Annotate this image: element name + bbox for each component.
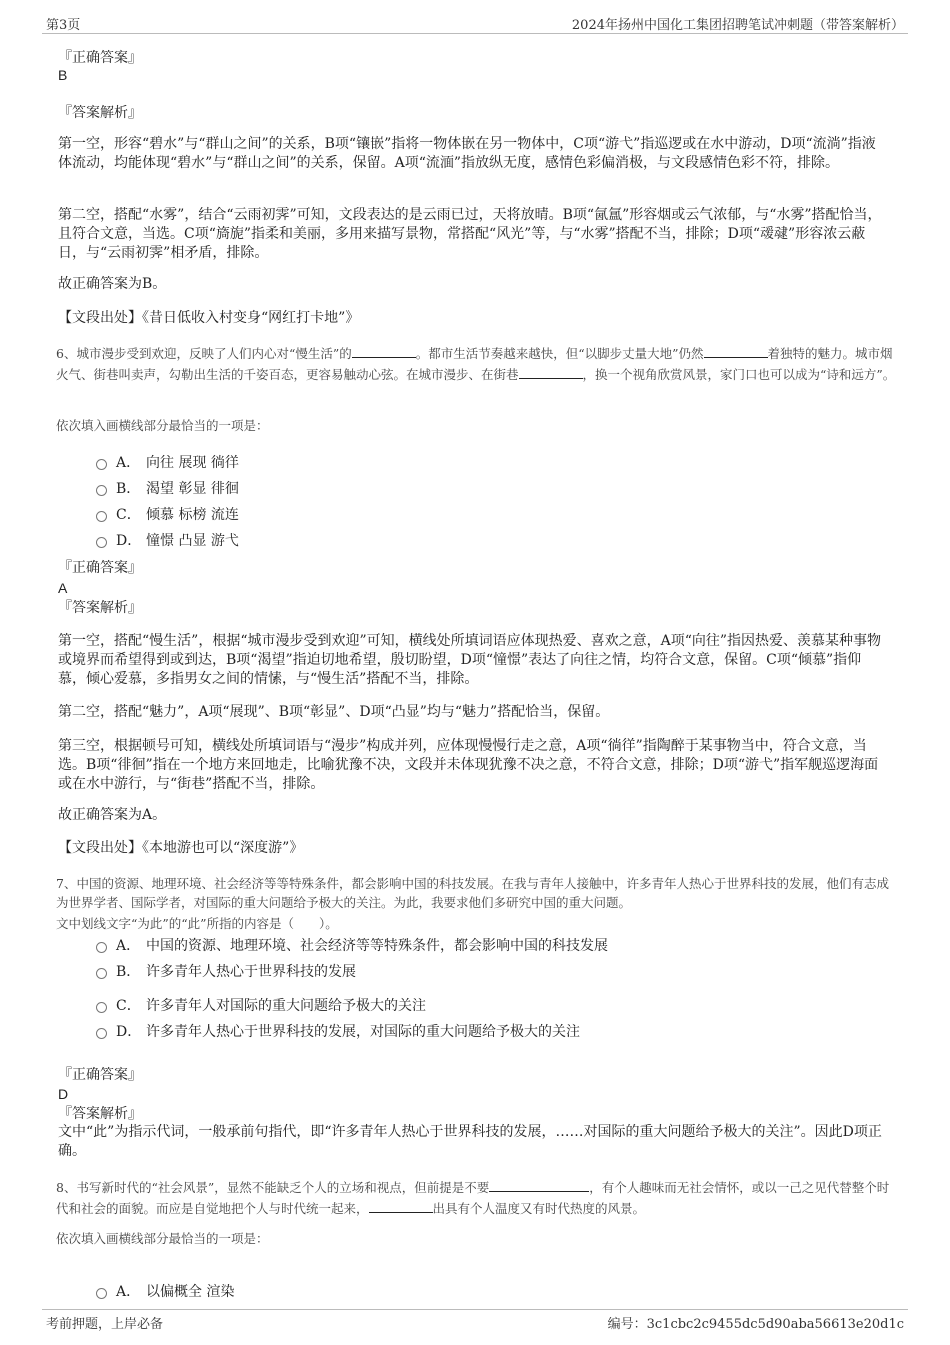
q5-analysis-label: 『答案解析』 bbox=[58, 105, 142, 121]
blank-3 bbox=[519, 366, 583, 379]
q7-prompt: 文中划线文字“为此”的“此”所指的内容是（ ）。 bbox=[56, 916, 338, 931]
q5-answer: B bbox=[58, 67, 68, 83]
q6-conclusion: 故正确答案为A。 bbox=[58, 807, 167, 823]
q5-answer-label: 『正确答案』 bbox=[58, 50, 142, 66]
q6-source: 【文段出处】《本地游也可以“深度游”》 bbox=[58, 840, 304, 856]
radio-icon[interactable] bbox=[96, 459, 107, 470]
q5-source: 【文段出处】《昔日低收入村变身“网红打卡地”》 bbox=[58, 310, 360, 326]
document-title: 2024年扬州中国化工集团招聘笔试冲刺题（带答案解析） bbox=[571, 18, 904, 33]
footer-slogan: 考前押题，上岸必备 bbox=[46, 1317, 164, 1332]
q6-stem: 6、城市漫步受到欢迎，反映了人们内心对“慢生活”的 。都市生活节奏越来越快，但“以脚步丈量大地”仍然 着独特的魅力。城市烟火气、街巷叫卖声，勾勒出生活的千姿百态，更容易触动心弦。在城市漫步、在街巷 ，换一个视角欣赏风景，家门口也可以成为“诗和远方”。 bbox=[56, 346, 896, 382]
q7-stem: 7、中国的资源、地理环境、社会经济等等特殊条件，都会影响中国的科技发展。在我与青年人接触中，许多青年人热心于世界科技的发展，他们有志成为世界学者、国际学者，对国际的重大问题给予极大的关注。为此，我要求他们多研究中国的重大问题。 bbox=[56, 876, 889, 910]
q6-analysis-p1: 第一空，搭配“慢生活”，根据“城市漫步受到欢迎”可知，横线处所填词语应体现热爱、喜欢之意，A项“向往”指因热爱、羡慕某种事物或境界而希望得到或到达，B项“渴望”指迫切地希望，殷切盼望，D项“憧憬”表达了向往之情，均符合文意，保留。C项“倾慕”指仰慕，倾心爱慕，多指男女之间的情愫，与“慢生活”搭配不当，排除。 bbox=[58, 633, 882, 687]
q7-option-d[interactable]: D． 许多青年人热心于世界科技的发展，对国际的重大问题给予极大的关注 bbox=[96, 1022, 580, 1042]
q5-conclusion: 故正确答案为B。 bbox=[58, 276, 167, 292]
page-number: 第3页 bbox=[46, 18, 81, 33]
radio-icon[interactable] bbox=[96, 485, 107, 496]
radio-icon[interactable] bbox=[96, 537, 107, 548]
radio-icon[interactable] bbox=[96, 511, 107, 522]
q6-option-a[interactable]: A． 向往 展现 徜徉 bbox=[96, 453, 239, 473]
blank-2 bbox=[369, 1200, 433, 1213]
q5-analysis-p1: 第一空，形容“碧水”与“群山之间”的关系，B项“镶嵌”指将一物体嵌在另一物体中，C项“游弋”指巡逻或在水中游动，D项“流淌”指液体流动，均能体现“碧水”与“群山之间”的关系，保留。A项“流湎”指放纵无度，感情色彩偏消极，与文段感情色彩不符，排除。 bbox=[58, 136, 876, 171]
q7-answer-label: 『正确答案』 bbox=[58, 1067, 142, 1083]
blank-2 bbox=[704, 345, 768, 358]
q8-option-a[interactable]: A． 以偏概全 渲染 bbox=[96, 1282, 234, 1302]
q7-analysis: 文中“此”为指示代词，一般承前句指代，即“许多青年人热心于世界科技的发展，……对国际的重大问题给予极大的关注”。因此D项正确。 bbox=[58, 1124, 882, 1159]
q6-analysis-label: 『答案解析』 bbox=[58, 600, 142, 616]
q6-answer: A bbox=[58, 580, 68, 596]
q7-option-c[interactable]: C． 许多青年人对国际的重大问题给予极大的关注 bbox=[96, 996, 426, 1016]
radio-icon[interactable] bbox=[96, 942, 107, 953]
q6-option-c[interactable]: C． 倾慕 标榜 流连 bbox=[96, 505, 239, 525]
document-id: 编号：3c1cbc2c9455dc5d90aba56613e20d1c bbox=[607, 1317, 904, 1332]
q8-number: 8、 bbox=[56, 1180, 77, 1195]
radio-icon[interactable] bbox=[96, 1002, 107, 1013]
blank-1 bbox=[489, 1179, 589, 1192]
q8-stem: 8、书写新时代的“社会风景”，显然不能缺乏个人的立场和视点，但前提是不要 ，有个人趣味而无社会情怀，或以一己之见代替整个时代和社会的面貌。而应是自觉地把个人与时代统一起来， 出具有个人温度又有时代热度的风景。 bbox=[56, 1180, 890, 1216]
q7-analysis-label: 『答案解析』 bbox=[58, 1106, 142, 1122]
q6-number: 6、 bbox=[56, 346, 77, 361]
radio-icon[interactable] bbox=[96, 1288, 107, 1299]
q6-answer-label: 『正确答案』 bbox=[58, 560, 142, 576]
q8-prompt: 依次填入画横线部分最恰当的一项是： bbox=[56, 1231, 269, 1246]
q7-option-b[interactable]: B． 许多青年人热心于世界科技的发展 bbox=[96, 962, 356, 982]
q6-analysis-p3: 第三空，根据顿号可知，横线处所填词语与“漫步”构成并列，应体现慢慢行走之意，A项“徜徉”指陶醉于某事物当中，符合文意，当选。B项“徘徊”指在一个地方来回地走，比喻犹豫不决，文段并未体现犹豫不决之意，不符合文意，排除；D项“游弋”指军舰巡逻海面或在水中游行，与“街巷”搭配不当，排除。 bbox=[58, 738, 879, 792]
q6-prompt: 依次填入画横线部分最恰当的一项是： bbox=[56, 418, 269, 433]
radio-icon[interactable] bbox=[96, 1028, 107, 1039]
radio-icon[interactable] bbox=[96, 968, 107, 979]
q6-option-b[interactable]: B． 渴望 彰显 徘徊 bbox=[96, 479, 239, 499]
footer-divider bbox=[42, 1309, 908, 1310]
q6-option-d[interactable]: D． 憧憬 凸显 游弋 bbox=[96, 531, 239, 551]
blank-1 bbox=[352, 345, 416, 358]
q7-answer: D bbox=[58, 1086, 69, 1102]
q7-number: 7、 bbox=[56, 876, 77, 891]
q5-analysis-p2: 第二空，搭配“水雾”，结合“云雨初霁”可知，文段表达的是云雨已过，天将放晴。B项“氤氲”形容烟或云气浓郁，与“水雾”搭配恰当，且符合文意，当选。C项“旖旎”指柔和美丽，多用来描写景物，常搭配“风光”等，与“水雾”搭配不当，排除；D项“叆叇”形容浓云蔽日，与“云雨初霁”相矛盾，排除。 bbox=[58, 207, 882, 261]
header-divider bbox=[42, 33, 908, 34]
q7-option-a[interactable]: A． 中国的资源、地理环境、社会经济等等特殊条件，都会影响中国的科技发展 bbox=[96, 936, 608, 956]
q6-analysis-p2: 第二空，搭配“魅力”，A项“展现”、B项“彰显”、D项“凸显”均与“魅力”搭配恰当，保留。 bbox=[58, 704, 610, 720]
